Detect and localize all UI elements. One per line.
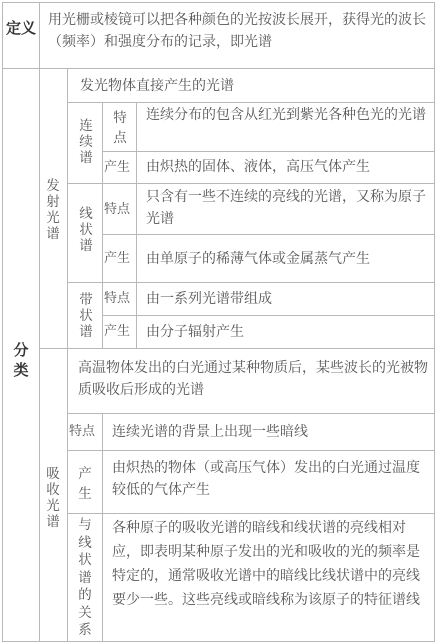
line-produce-label: 产生: [104, 251, 131, 266]
band-feature-label: 特点: [104, 291, 131, 306]
emission-header: 发光物体直接产生的光谱: [80, 78, 234, 94]
band-produce-label: 产生: [104, 324, 131, 339]
absorption-feature: 连续光谱的背景上出现一些暗线: [112, 424, 308, 440]
line-label: 线状谱: [79, 206, 93, 254]
absorption-relation: 各种原子的吸收光谱的暗线和线状谱的亮线相对应，即表明某种原子发出的光和吸收的光的频率是特定的，通常吸收光谱中的暗线比线状谱中的亮线要少一些。这些亮线或暗线称为该原子的特征谱线: [112, 520, 420, 608]
absorption-feature-label: 特点: [69, 424, 96, 439]
absorption-label: 吸收光谱: [46, 466, 60, 530]
absorption-produce-label: 产生: [78, 466, 92, 502]
continuous-produce-label: 产生: [104, 160, 131, 175]
definition-text: 用光栅或棱镜可以把各种颜色的光按波长展开，获得光的波长（频率）和强度分布的记录，即光谱: [48, 12, 426, 50]
continuous-feature: 连续分布的包含从红光到紫光各种色光的光谱: [146, 107, 426, 123]
band-label: 带状谱: [79, 292, 93, 340]
line-feature-label: 特点: [104, 202, 131, 217]
absorption-relation-label: 与线状谱的关系: [78, 517, 92, 638]
classification-label: 分类: [13, 341, 29, 379]
definition-label: 定义: [6, 19, 37, 37]
line-feature: 只含有一些不连续的亮线的光谱，又称为原子光谱: [146, 189, 426, 227]
absorption-header: 高温物体发出的白光通过某种物质后，某些波长的光被物质吸收后形成的光谱: [78, 360, 428, 398]
continuous-produce: 由炽热的固体、液体，高压气体产生: [146, 159, 370, 175]
band-produce: 由分子辐射产生: [146, 324, 244, 340]
band-feature: 由一系列光谱带组成: [146, 291, 272, 307]
emission-label: 发射光谱: [46, 178, 60, 242]
continuous-feature-label: 特点: [113, 110, 127, 146]
continuous-label: 连续谱: [79, 118, 93, 166]
absorption-produce: 由炽热的物体（或高压气体）发出的白光通过温度较低的气体产生: [112, 460, 420, 498]
line-produce: 由单原子的稀薄气体或金属蒸气产生: [146, 251, 370, 267]
